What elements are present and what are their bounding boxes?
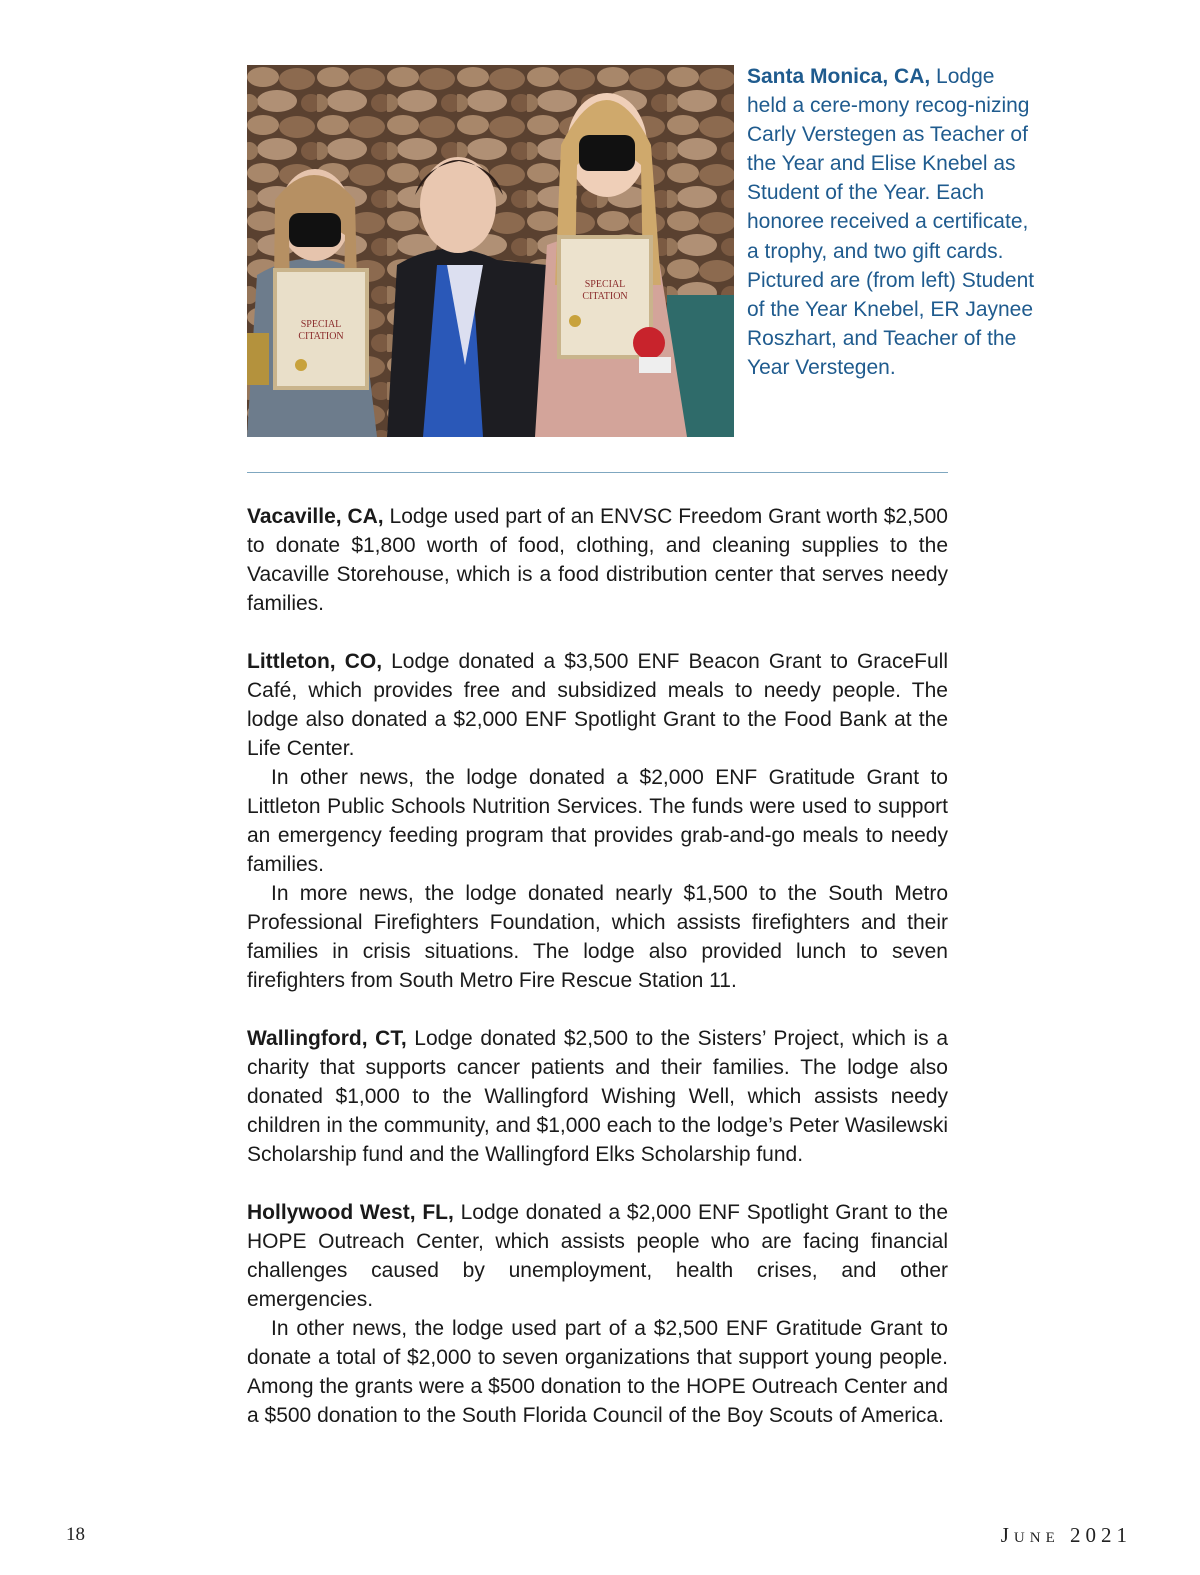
caption-text: Lodge held a cere-mony recog-nizing Carly Verstegen as Teacher of the Year and Elise Knebel as Student of the Year. Each honoree received a certificate, a trophy, and two gift cards. Pictured are (from left) Student of the Year Knebel, ER Jaynee Roszhart, and Teacher of the Year Verstegen.: [747, 65, 1035, 379]
photo-caption: [747, 62, 1037, 382]
lodge-name: Wallingford, CT,: [247, 1027, 407, 1050]
lodge-news-list: [247, 502, 948, 1430]
news-vacaville: Vacaville, CA, Lodge used part of an ENVSC Freedom Grant worth $2,500 to donate $1,800 worth of food, clothing, and cleaning supplies to the Vacaville Storehouse, which is a food distribution center that serves needy families.: [247, 505, 948, 615]
left-certificate-title-1: SPECIAL: [300, 319, 342, 330]
issue-date: June 2021: [1000, 1523, 1132, 1547]
news-wallingford: Wallingford, CT, Lodge donated $2,500 to the Sisters’ Project, which is a charity that supports cancer patients and their families. The lodge also donated $1,000 to the Wallingford Wishing Well, which assists needy children in the community, and $1,000 each to the lodge’s Peter Wasilewski Scholarship fund and the Wallingford Elks Scholarship fund.: [247, 1027, 948, 1166]
caption-lodge-name: Santa Monica, CA,: [747, 65, 931, 88]
lodge-ceremony-photo: [247, 65, 734, 437]
section-divider: [247, 472, 948, 473]
page-number: 18: [66, 1524, 85, 1545]
news-littleton-more-1: In other news, the lodge donated a $2,000 ENF Gratitude Grant to Littleton Public Schools Nutrition Services. The funds were used to support an emergency feeding program that provides grab-and-go meals to needy families.: [247, 766, 948, 876]
news-littleton: Littleton, CO, Lodge donated a $3,500 ENF Beacon Grant to GraceFull Café, which provides free and subsidized meals to needy people. The lodge also donated a $2,000 ENF Spotlight Grant to the Food Bank at the Life Center.: [247, 650, 948, 760]
news-hollywood-west: Hollywood West, FL, Lodge donated a $2,000 ENF Spotlight Grant to the HOPE Outreach Center, which assists people who are facing financial challenges caused by unemployment, health crises, and other emergencies.: [247, 1201, 948, 1311]
news-hollywood-west-more-1: In other news, the lodge used part of a $2,500 ENF Gratitude Grant to donate a total of $2,000 to seven organizations that support young people. Among the grants were a $500 donation to the HOPE Outreach Center and a $500 donation to the South Florida Council of the Boy Scouts of America.: [247, 1317, 948, 1427]
right-certificate-title-1: SPECIAL: [584, 279, 626, 290]
right-certificate-title-2: CITATION: [582, 291, 628, 302]
lodge-name: Hollywood West, FL,: [247, 1201, 454, 1224]
news-littleton-more-2: In more news, the lodge donated nearly $1,500 to the South Metro Professional Firefighters Foundation, which assists firefighters and their families in crisis situations. The lodge also provided lunch to seven firefighters from South Metro Fire Rescue Station 11.: [247, 882, 948, 992]
lodge-name: Littleton, CO,: [247, 650, 383, 673]
lodge-name: Vacaville, CA,: [247, 505, 384, 528]
left-certificate-title-2: CITATION: [298, 331, 344, 342]
